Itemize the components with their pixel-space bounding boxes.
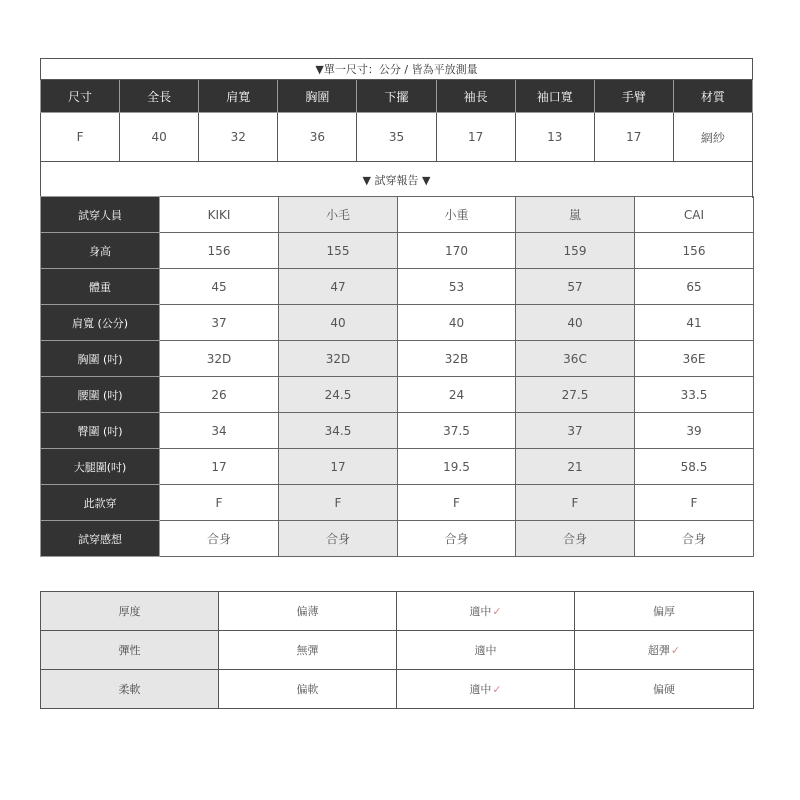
fitting-value-cell: 155 (279, 233, 398, 269)
fitting-row-label: 腰圍 (吋) (41, 377, 160, 413)
fitting-value-cell: 40 (279, 305, 398, 341)
fabric-option-label: 適中 (474, 644, 497, 657)
fitting-value-cell: KIKI (160, 197, 279, 233)
fabric-properties-table (40, 591, 754, 709)
fitting-row-label: 此款穿 (41, 485, 160, 521)
fitting-value-cell: 53 (398, 269, 516, 305)
size-chart-table (40, 58, 753, 198)
fitting-row (41, 449, 754, 485)
fitting-value-cell: 21 (516, 449, 635, 485)
fitting-value-cell: F (398, 485, 516, 521)
fitting-value-cell: 24 (398, 377, 516, 413)
fitting-row-label: 臀圍 (吋) (41, 413, 160, 449)
fitting-value-cell: 36E (635, 341, 754, 377)
fitting-row (41, 197, 754, 233)
fitting-value-cell: 32D (279, 341, 398, 377)
fabric-option-label: 偏軟 (296, 683, 319, 696)
fitting-value-cell: 合身 (635, 521, 754, 557)
fabric-option-cell (575, 631, 754, 670)
fitting-report-title-row (41, 162, 753, 199)
fitting-value-cell: 合身 (398, 521, 516, 557)
fitting-value-cell: 32B (398, 341, 516, 377)
fabric-row (41, 592, 754, 631)
fabric-row-label: 柔軟 (41, 670, 219, 709)
size-header-cell: 手臂 (594, 80, 673, 113)
fitting-row (41, 305, 754, 341)
fitting-value-cell: 37 (516, 413, 635, 449)
size-header-cell: 尺寸 (41, 80, 120, 113)
fabric-row (41, 631, 754, 670)
size-value-cell: 35 (357, 113, 436, 162)
fitting-value-cell: 65 (635, 269, 754, 305)
fitting-row (41, 233, 754, 269)
check-mark-icon: ✓ (670, 644, 681, 657)
fitting-value-cell: 合身 (279, 521, 398, 557)
fitting-row (41, 377, 754, 413)
fabric-option-label: 偏薄 (296, 605, 319, 618)
size-value-cell: 網紗 (673, 113, 752, 162)
fitting-value-cell: 156 (160, 233, 279, 269)
size-chart-title-row (41, 59, 753, 80)
fitting-row-label: 肩寬 (公分) (41, 305, 160, 341)
fitting-value-cell: 170 (398, 233, 516, 269)
fitting-row (41, 341, 754, 377)
fitting-row (41, 521, 754, 557)
size-value-cell: 36 (278, 113, 357, 162)
size-value-cell: 17 (436, 113, 515, 162)
fabric-option-cell (219, 592, 397, 631)
fitting-value-cell: 17 (160, 449, 279, 485)
size-header-cell: 全長 (120, 80, 199, 113)
fitting-value-cell: 19.5 (398, 449, 516, 485)
fitting-value-cell: 36C (516, 341, 635, 377)
size-header-cell: 袖長 (436, 80, 515, 113)
fabric-option-cell (575, 592, 754, 631)
fitting-value-cell: CAI (635, 197, 754, 233)
size-chart-value-row (41, 113, 753, 162)
size-chart-header-row (41, 80, 753, 113)
fitting-value-cell: 57 (516, 269, 635, 305)
fabric-option-label: 無彈 (296, 644, 319, 657)
fitting-report-title: ▼ 試穿報告 ▼ (41, 162, 753, 199)
fabric-option-cell (575, 670, 754, 709)
fitting-value-cell: 34.5 (279, 413, 398, 449)
fitting-row (41, 413, 754, 449)
fabric-option-cell (397, 631, 575, 670)
fabric-option-label: 偏硬 (653, 683, 675, 696)
fitting-value-cell: 40 (398, 305, 516, 341)
size-header-cell: 袖口寬 (515, 80, 594, 113)
fitting-row-label: 胸圍 (吋) (41, 341, 160, 377)
fitting-row (41, 485, 754, 521)
check-mark-icon: ✓ (492, 683, 502, 696)
fitting-value-cell: 32D (160, 341, 279, 377)
fabric-row-label: 彈性 (41, 631, 219, 670)
fitting-value-cell: 40 (516, 305, 635, 341)
fabric-option-cell (219, 631, 397, 670)
fitting-value-cell: F (635, 485, 754, 521)
fitting-value-cell: 39 (635, 413, 754, 449)
fitting-value-cell: 24.5 (279, 377, 398, 413)
fitting-value-cell: F (279, 485, 398, 521)
fabric-option-label: 適中 (469, 683, 492, 696)
fabric-properties-body (41, 592, 754, 709)
fabric-option-cell (397, 670, 575, 709)
size-value-cell: 32 (199, 113, 278, 162)
size-value-cell: 17 (594, 113, 673, 162)
fitting-value-cell: 45 (160, 269, 279, 305)
size-value-cell: F (41, 113, 120, 162)
fitting-value-cell: 34 (160, 413, 279, 449)
fabric-row (41, 670, 754, 709)
fabric-row-label: 厚度 (41, 592, 219, 631)
size-value-cell: 40 (120, 113, 199, 162)
fitting-row-label: 大腿圍(吋) (41, 449, 160, 485)
fitting-value-cell: 33.5 (635, 377, 754, 413)
size-header-cell: 材質 (673, 80, 752, 113)
fitting-value-cell: 小重 (398, 197, 516, 233)
fitting-value-cell: 小毛 (279, 197, 398, 233)
fitting-report-table (40, 196, 754, 557)
size-chart-title: ▼單一尺寸：公分 / 皆為平放測量 (41, 59, 753, 80)
fitting-value-cell: F (160, 485, 279, 521)
fitting-row-label: 試穿感想 (41, 521, 160, 557)
fabric-option-label: 超彈 (647, 644, 670, 657)
size-header-cell: 下擺 (357, 80, 436, 113)
fabric-option-cell (397, 592, 575, 631)
size-value-cell: 13 (515, 113, 594, 162)
fabric-option-label: 適中 (469, 605, 492, 618)
fitting-row-label: 試穿人員 (41, 197, 160, 233)
fitting-row-label: 身高 (41, 233, 160, 269)
fitting-report-body (41, 197, 754, 557)
fitting-value-cell: 合身 (160, 521, 279, 557)
fitting-value-cell: 159 (516, 233, 635, 269)
check-mark-icon: ✓ (492, 605, 502, 618)
fitting-value-cell: 37 (160, 305, 279, 341)
fitting-value-cell: 37.5 (398, 413, 516, 449)
size-header-cell: 胸圍 (278, 80, 357, 113)
fitting-value-cell: 合身 (516, 521, 635, 557)
fitting-row (41, 269, 754, 305)
size-header-cell: 肩寬 (199, 80, 278, 113)
fitting-value-cell: 17 (279, 449, 398, 485)
fitting-value-cell: 156 (635, 233, 754, 269)
fitting-value-cell: 26 (160, 377, 279, 413)
fitting-value-cell: F (516, 485, 635, 521)
fitting-value-cell: 58.5 (635, 449, 754, 485)
fitting-value-cell: 47 (279, 269, 398, 305)
fitting-row-label: 體重 (41, 269, 160, 305)
fitting-value-cell: 41 (635, 305, 754, 341)
fabric-option-label: 偏厚 (653, 605, 675, 618)
fabric-option-cell (219, 670, 397, 709)
fitting-value-cell: 嵐 (516, 197, 635, 233)
fitting-value-cell: 27.5 (516, 377, 635, 413)
